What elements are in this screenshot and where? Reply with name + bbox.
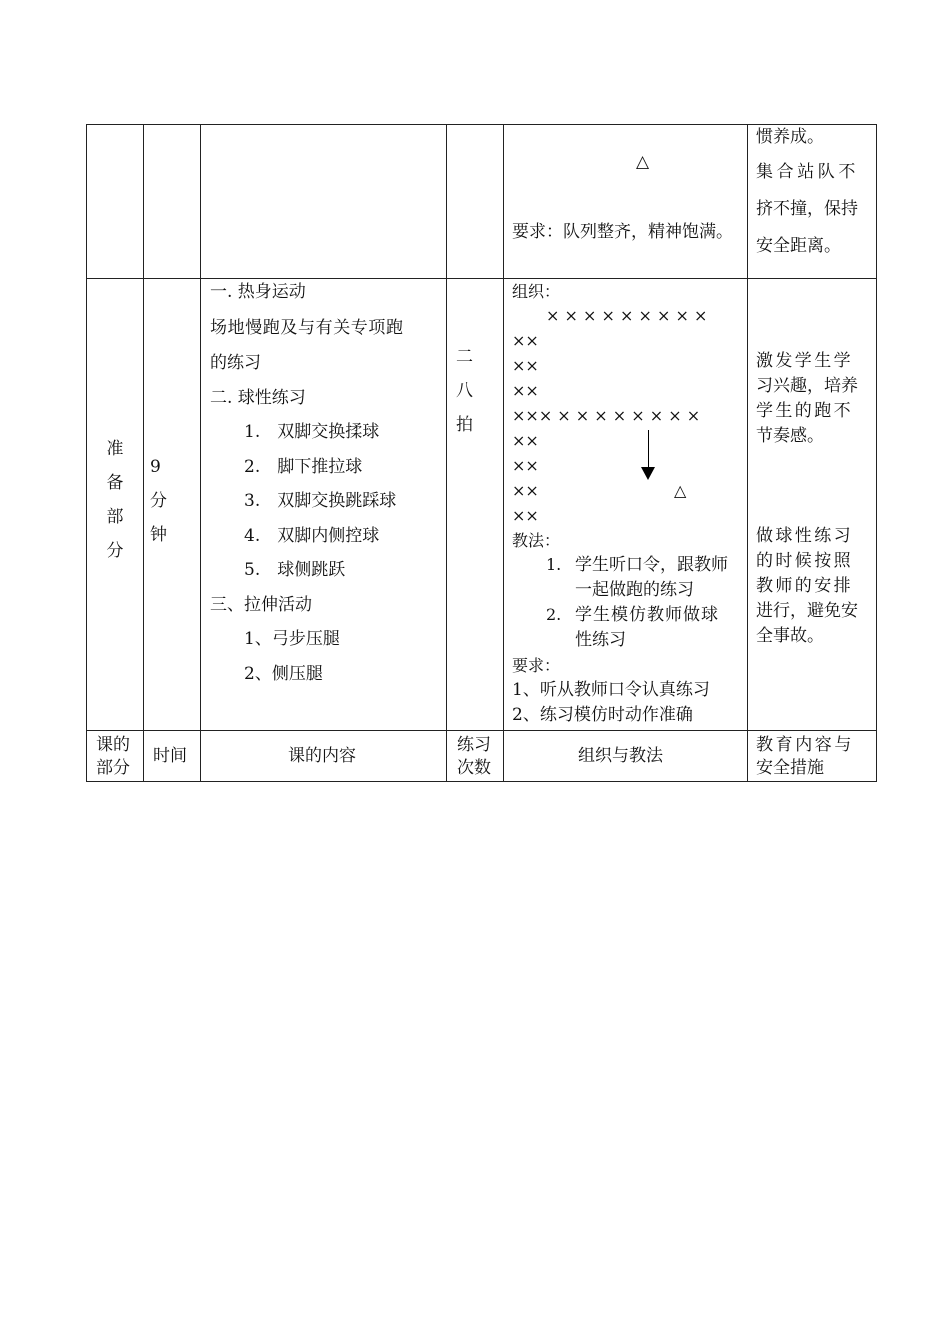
table-border-top <box>86 124 877 125</box>
content-heading: 三、拉伸活动 <box>210 595 312 615</box>
requirement-label: 要求： <box>512 656 561 675</box>
formation-row: ×× <box>512 356 539 375</box>
formation-row: ××× × × × × × × × × <box>512 406 701 425</box>
table-col-divider <box>200 124 201 782</box>
content-list-item: 5. 球侧跳跃 <box>244 560 346 580</box>
table-col-divider <box>747 124 748 782</box>
header-education-line: 安全措施 <box>756 758 824 778</box>
table-col-divider <box>503 124 504 782</box>
header-education-line: 教育内容与 <box>756 735 854 755</box>
count-char: 二 <box>456 347 473 367</box>
method-item-line: 学生模仿教师做球 <box>575 605 719 625</box>
teacher-position-symbol: △ <box>674 481 687 500</box>
formation-row: ×× <box>512 506 539 525</box>
section-name-vertical <box>105 432 125 568</box>
header-section-line: 课的 <box>96 735 130 755</box>
header-time: 时间 <box>153 746 187 766</box>
section-char: 部 <box>106 507 124 527</box>
table-row-divider <box>86 278 877 279</box>
content-list-item: 1、弓步压腿 <box>244 629 340 649</box>
top-note-line: 惯养成。 <box>756 127 824 147</box>
method-item-line: 性练习 <box>575 630 626 650</box>
movement-arrow-head-icon <box>641 467 655 480</box>
formation-row: ×× <box>512 456 539 475</box>
content-heading: 二. 球性练习 <box>210 388 306 408</box>
duration-vertical <box>150 450 170 552</box>
note-line: 做球性练习 <box>756 526 853 546</box>
method-item-line: 学生听口令，跟教师 <box>575 555 728 575</box>
content-list-item: 4. 双脚内侧控球 <box>244 526 380 546</box>
note-line: 激发学生学 <box>756 351 853 371</box>
table-border-bottom <box>86 781 877 782</box>
content-line: 的练习 <box>210 353 261 373</box>
count-char: 拍 <box>456 415 473 435</box>
teacher-position-symbol: △ <box>636 152 650 172</box>
top-note-line: 集合站队不 <box>756 162 859 182</box>
content-heading: 一. 热身运动 <box>210 282 306 302</box>
content-list-item: 2. 脚下推拉球 <box>244 457 363 477</box>
table-col-divider <box>143 124 144 782</box>
note-line: 的时候按照 <box>756 551 853 571</box>
note-line: 教师的安排 <box>756 576 853 596</box>
method-item-number: 1. <box>546 555 562 574</box>
content-list-item: 2、侧压腿 <box>244 664 323 684</box>
section-char: 准 <box>106 439 124 459</box>
note-line: 习兴趣，培养 <box>756 376 858 396</box>
header-organization: 组织与教法 <box>578 746 663 766</box>
method-label: 教法： <box>512 531 561 550</box>
duration-char: 分 <box>150 491 167 511</box>
note-line: 全事故。 <box>756 626 824 646</box>
note-line: 进行，避免安 <box>756 601 858 621</box>
header-count-line: 练习 <box>457 735 491 755</box>
top-note-line: 挤不撞，保持 <box>756 199 858 219</box>
top-note-line: 安全距离。 <box>756 236 841 256</box>
duration-char: 钟 <box>150 525 167 545</box>
formation-row: ×× <box>512 431 539 450</box>
table-border-right <box>876 124 877 782</box>
org-label: 组织： <box>512 282 561 301</box>
method-item-number: 2. <box>546 605 562 624</box>
header-section-line: 部分 <box>96 758 130 778</box>
table-row-divider <box>86 730 877 731</box>
duration-char: 9 <box>150 457 161 477</box>
practice-count-vertical <box>456 340 476 442</box>
requirement-item: 1、听从教师口令认真练习 <box>512 680 710 700</box>
content-list-item: 1. 双脚交换揉球 <box>244 422 380 442</box>
table-col-divider <box>446 124 447 782</box>
note-line: 学生的跑不 <box>756 401 853 421</box>
formation-row: ×× <box>512 331 539 350</box>
content-list-item: 3. 双脚交换跳踩球 <box>244 491 397 511</box>
movement-arrow-shaft <box>648 430 649 468</box>
top-requirement-text: 要求：队列整齐，精神饱满。 <box>512 222 733 242</box>
requirement-item: 2、练习模仿时动作准确 <box>512 705 693 725</box>
formation-row: ×× <box>512 481 539 500</box>
header-count-line: 次数 <box>457 758 491 778</box>
section-char: 分 <box>106 541 124 561</box>
method-item-line: 一起做跑的练习 <box>575 580 694 600</box>
content-line: 场地慢跑及与有关专项跑 <box>210 318 404 338</box>
formation-row: ×× <box>512 381 539 400</box>
header-content: 课的内容 <box>288 746 356 766</box>
formation-row: × × × × × × × × × <box>546 306 708 325</box>
section-char: 备 <box>106 473 124 493</box>
count-char: 八 <box>456 381 473 401</box>
table-border-left <box>86 124 87 782</box>
note-line: 节奏感。 <box>756 426 824 446</box>
